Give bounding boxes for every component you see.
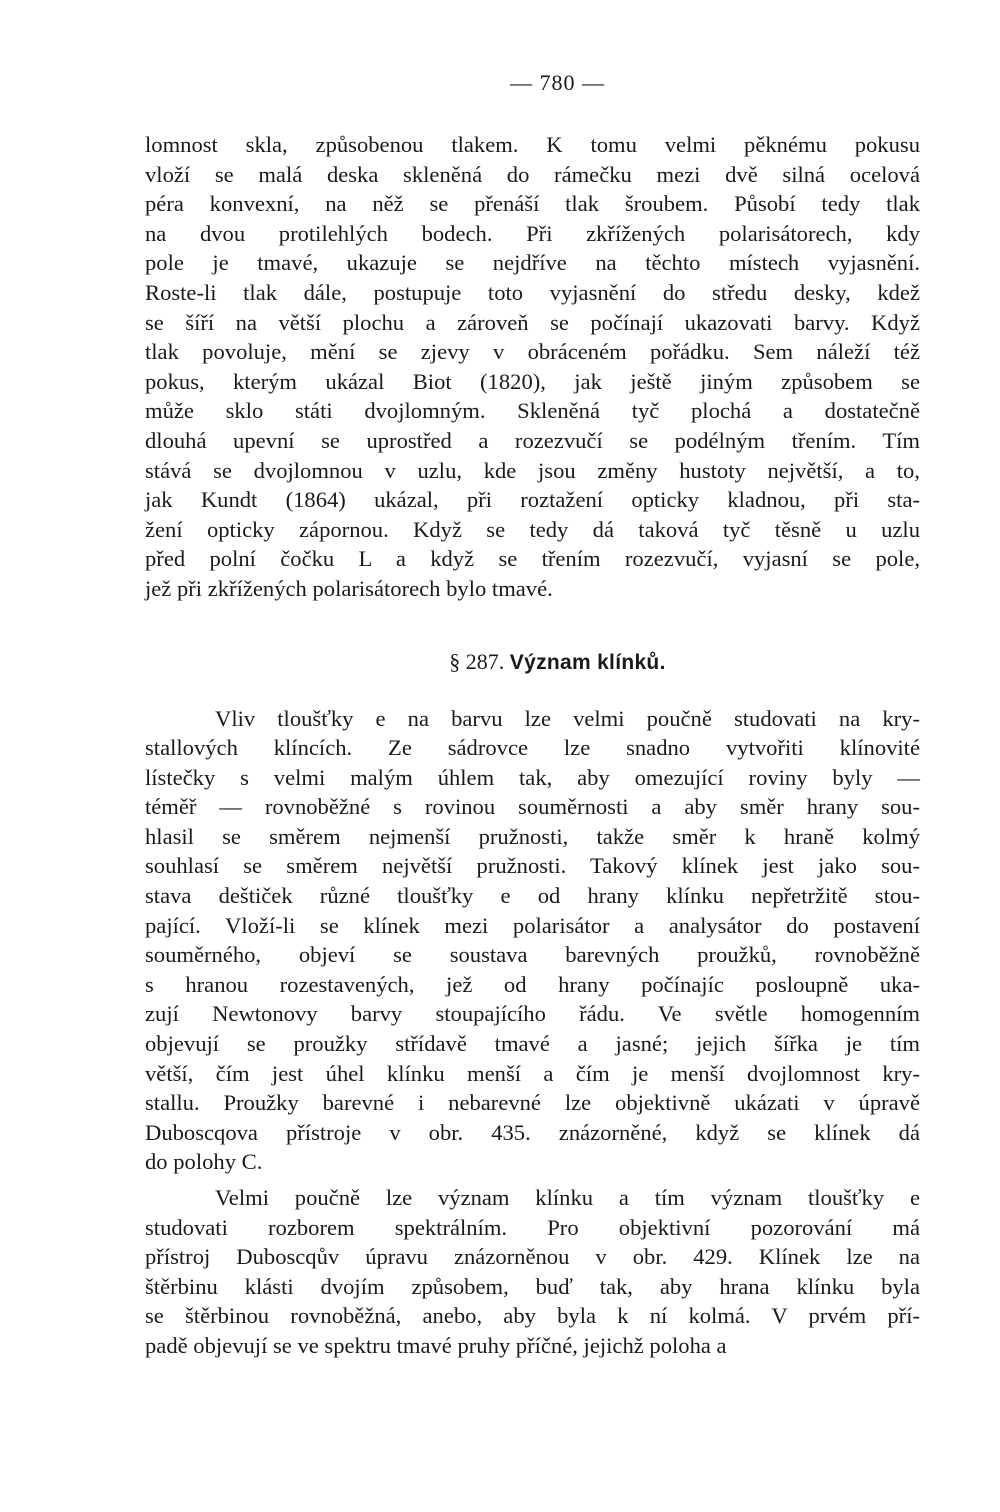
text-line: stallových klíncích. Ze sádrovce lze snadno vytvořiti klínovité [145,735,920,761]
text-line: jež při zkřížených polarisátorech bylo tmavé. [145,575,553,601]
text-line: tlak povoluje, mění se zjevy v obráceném pořádku. Sem náleží též [145,339,920,365]
text-line: lístečky s velmi malým úhlem tak, aby omezující roviny byly — [145,764,920,790]
text-line: Vliv tloušťky e na barvu lze velmi poučně studovati na kry- [215,705,920,731]
text-line: hlasil se směrem nejmenší pružnosti, takže směr k hraně kolmý [145,823,920,849]
text-line: jak Kundt (1864) ukázal, při roztažení opticky kladnou, při sta- [145,487,920,513]
text-line: žení opticky zápornou. Když se tedy dá taková tyč těsně u uzlu [145,516,920,542]
text-line: Duboscqova přístroje v obr. 435. znázorněné, když se klínek dá [145,1119,920,1145]
text-line: Roste-li tlak dále, postupuje toto vyjasnění do středu desky, kdež [145,279,920,305]
paragraph-pressure-birefringence [145,130,920,604]
text-line: před polní čočku L a když se třením rozezvučí, vyjasní se pole, [145,546,920,572]
text-line: stává se dvojlomnou v uzlu, kde jsou změny hustoty největší, a to, [145,457,920,483]
text-line: padě objevují se ve spektru tmavé pruhy příčné, jejichž poloha a [145,1332,727,1358]
section-title: Význam klínků. [509,650,666,674]
text-line: objevují se proužky střídavě tmavé a jasné; jejich šířka je tím [145,1031,920,1057]
page-number: — 780 — [510,70,605,95]
text-line: přístroj Duboscqův úpravu znázorněnou v obr. 429. Klínek lze na [145,1244,920,1270]
text-line: na dvou protilehlých bodech. Při zkřížených polarisátorech, kdy [145,220,920,246]
text-line: může sklo státi dvojlomným. Skleněná tyč plochá a dostatečně [145,398,920,424]
text-line: stallu. Proužky barevné i nebarevné lze objektivně ukázati v úpravě [145,1090,920,1116]
text-line: se štěrbinou rovnoběžná, anebo, aby byla k ní kolmá. V prvém pří- [145,1303,920,1329]
text-line: s hranou rozestavených, jež od hrany počínajíc posloupně uka- [145,971,920,997]
paragraph-wedge-thickness [145,704,920,1178]
text-line: studovati rozborem spektrálním. Pro objektivní pozorování má [145,1214,920,1240]
text-line: lomnost skla, způsobenou tlakem. K tomu velmi pěknému pokusu [145,132,920,157]
section-number: § 287. [449,648,505,674]
text-line: Velmi poučně lze význam klínku a tím význam tloušťky e [215,1185,920,1210]
text-line: větší, čím jest úhel klínku menší a čím je menší dvojlomnost kry- [145,1060,920,1086]
text-line: štěrbinu klásti dvojím způsobem, buď tak, aby hrana klínku byla [145,1273,920,1299]
text-line: péra konvexní, na něž se přenáší tlak šroubem. Působí tedy tlak [145,191,920,217]
text-line: vloží se malá deska skleněná do rámečku mezi dvě silná ocelová [145,161,920,187]
text-line: se šíří na větší plochu a zároveň se počínají ukazovati barvy. Když [145,309,920,335]
text-line: pokus, kterým ukázal Biot (1820), jak ještě jiným způsobem se [145,368,920,394]
text-line: pající. Vloží-li se klínek mezi polarisátor a analysátor do postavení [145,912,920,938]
section-heading [145,649,920,675]
text-line: téměř — rovnoběžné s rovinou souměrnosti a aby směr hrany sou- [145,794,920,820]
text-line: souměrného, objeví se soustava barevných proužků, rovnoběžně [145,942,920,968]
text-line: dlouhá upevní se uprostřed a rozezvučí se podélným třením. Tím [145,427,920,453]
text-line: zují Newtonovy barvy stoupajícího řádu. Ve světle homogenním [145,1001,920,1027]
book-page [145,70,920,1361]
paragraph-spectral-analysis [145,1183,920,1361]
text-line: pole je tmavé, ukazuje se nejdříve na těchto místech vyjasnění. [145,250,920,276]
text-line: souhlasí se směrem největší pružnosti. Takový klínek jest jako sou- [145,853,920,879]
text-line: do polohy C. [145,1149,263,1175]
text-line: stava deštiček různé tloušťky e od hrany klínku nepřetržitě stou- [145,883,920,909]
